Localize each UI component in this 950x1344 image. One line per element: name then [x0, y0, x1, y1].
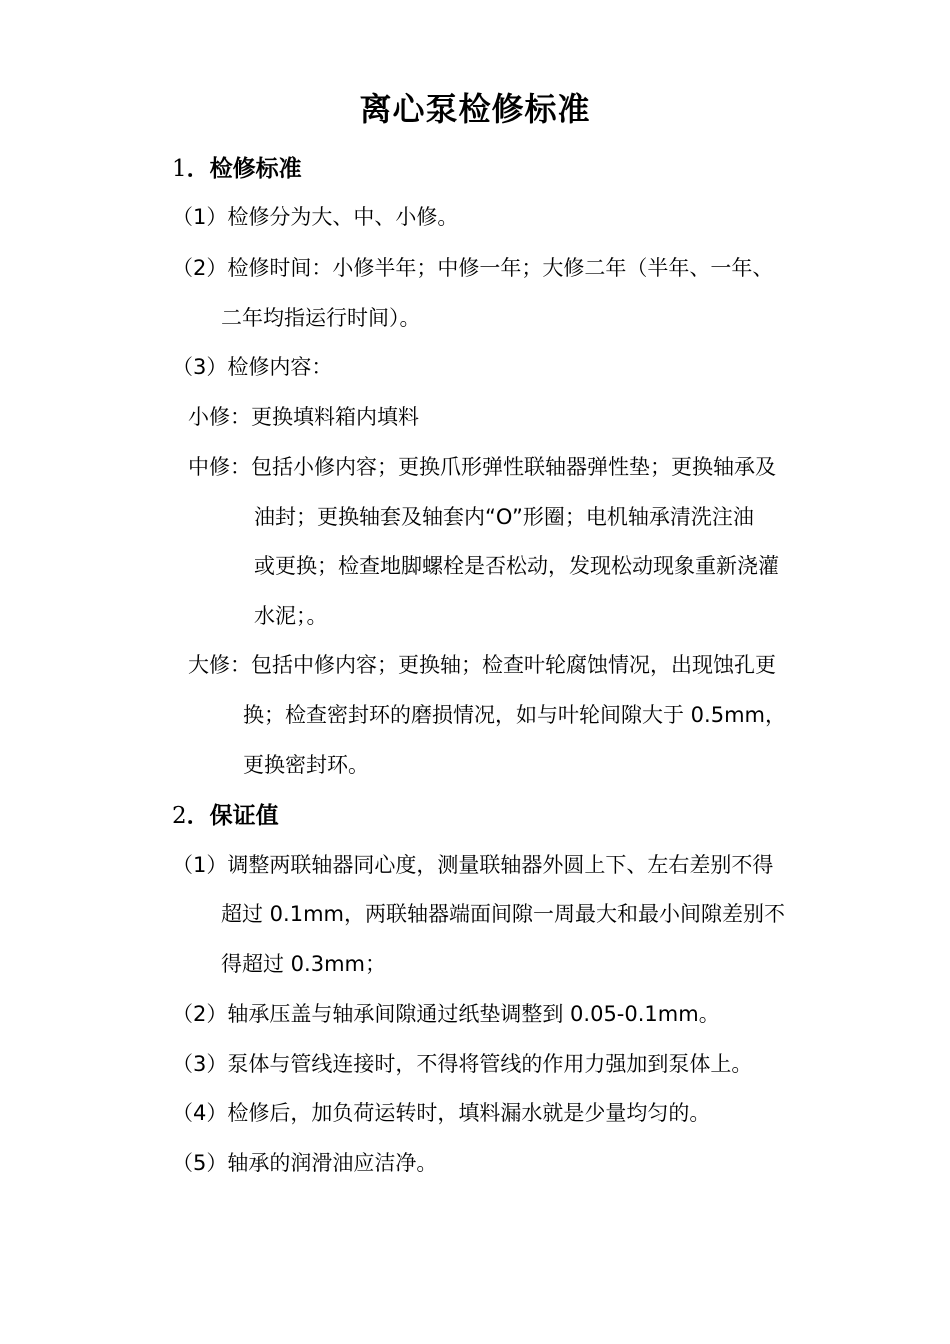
item-text: 检修时间：小修半年；中修一年；大修二年（半年、一年、 [227, 256, 774, 280]
section2-heading [172, 801, 279, 831]
section2-item4 [172, 1098, 710, 1128]
section1-heading [172, 154, 302, 184]
section2-item5 [172, 1148, 437, 1178]
major-repair-line2: 换；检查密封环的磨损情况，如与叶轮间隙大于 0.5mm， [243, 703, 786, 727]
section2-item3 [172, 1049, 752, 1079]
item-label: （2） [172, 1002, 228, 1026]
section1-item3 [172, 352, 332, 382]
medium-repair-line1: 中修：包括小修内容；更换爪形弹性联轴器弹性垫；更换轴承及 [188, 455, 776, 479]
item-text: 调整两联轴器同心度，测量联轴器外圆上下、左右差别不得 [227, 853, 774, 877]
item-label: （1） [172, 853, 228, 877]
medium-repair-line4: 水泥；。 [254, 604, 328, 628]
item-label: （4） [172, 1101, 228, 1125]
item-label: （5） [172, 1151, 228, 1175]
item-label: （3） [172, 1052, 228, 1076]
medium-repair-line2: 油封；更换轴套及轴套内“O”形圈；电机轴承清洗注油 [254, 505, 754, 529]
item-text: 检修分为大、中、小修。 [227, 205, 459, 229]
section2-item1-cont2: 得超过 0.3mm； [221, 952, 386, 976]
section2-item2 [172, 999, 720, 1029]
item-text: 检修后，加负荷运转时，填料漏水就是少量均匀的。 [227, 1101, 711, 1125]
section1-heading-text: ．检修标准 [186, 156, 302, 182]
item-text: 轴承压盖与轴承间隙通过纸垫调整到 0.05-0.1mm。 [227, 1002, 720, 1026]
item-label: （3） [172, 355, 228, 379]
section1-item2-cont: 二年均指运行时间）。 [221, 306, 421, 330]
section1-number: 1 [172, 156, 187, 182]
item-label: （1） [172, 205, 228, 229]
section2-number: 2 [172, 803, 187, 829]
item-text: 轴承的润滑油应洁净。 [227, 1151, 438, 1175]
major-repair-line1: 大修：包括中修内容；更换轴；检查叶轮腐蚀情况，出现蚀孔更 [188, 653, 776, 677]
minor-repair: 小修：更换填料箱内填料 [188, 405, 419, 429]
document-title: 离心泵检修标准 [359, 90, 591, 128]
item-text: 检修内容： [227, 355, 333, 379]
item-label: （2） [172, 256, 228, 280]
item-text: 泵体与管线连接时，不得将管线的作用力强加到泵体上。 [227, 1052, 753, 1076]
medium-repair-line3: 或更换；检查地脚螺栓是否松动，发现松动现象重新浇灌 [254, 554, 779, 578]
section2-heading-text: ．保证值 [186, 803, 279, 829]
section2-item1-cont1: 超过 0.1mm，两联轴器端面间隙一周最大和最小间隙差别不 [221, 902, 785, 926]
major-repair-line3: 更换密封环。 [243, 753, 369, 777]
section1-item2 [172, 253, 773, 283]
section2-item1 [172, 850, 773, 880]
section1-item1 [172, 202, 458, 232]
